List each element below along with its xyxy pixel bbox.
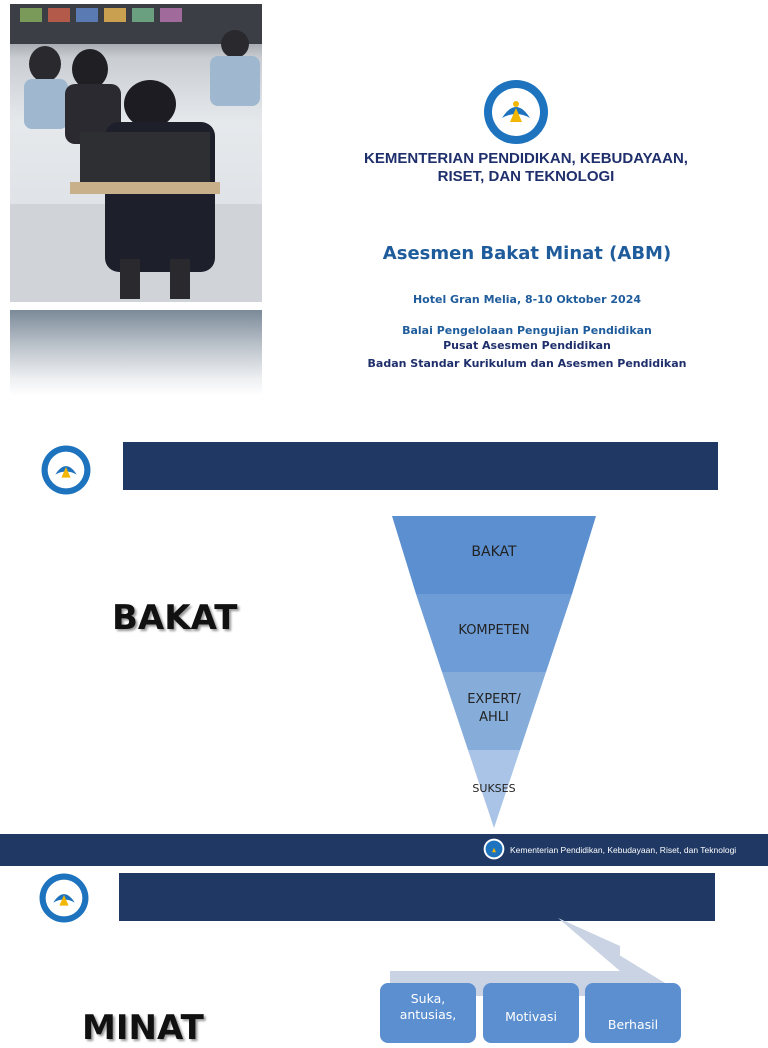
minat-box-berhasil: Berhasil xyxy=(585,983,681,1043)
funnel-label-expert: EXPERT/ xyxy=(467,692,521,707)
footer-ministry-name: Kementerian Pendidikan, Kebudayaan, Riset, dan Teknologi xyxy=(510,845,737,855)
students-photo xyxy=(10,4,262,302)
minat-box-suka xyxy=(380,983,476,1043)
org-line-1: Balai Pengelolaan Pengujian Pendidikan xyxy=(402,324,652,337)
minat-heading: MINAT xyxy=(82,1008,204,1048)
venue-date: Hotel Gran Melia, 8-10 Oktober 2024 xyxy=(412,293,642,306)
slide-header-bar xyxy=(123,442,718,490)
org-line-3: Badan Standar Kurikulum dan Asesmen Pendidikan xyxy=(367,357,687,370)
funnel-label-bakat: BAKAT xyxy=(471,544,517,560)
tut-wuri-handayani-logo xyxy=(483,838,505,865)
minat-box-text: Suka, xyxy=(410,991,446,1006)
photo-reflection xyxy=(10,310,262,396)
talent-funnel-diagram xyxy=(388,514,600,830)
presentation-title: Asesmen Bakat Minat (ABM) xyxy=(382,243,672,264)
ministry-name-line2: RISET, DAN TEKNOLOGI xyxy=(437,168,615,185)
org-line-2: Pusat Asesmen Pendidikan xyxy=(443,339,611,352)
minat-box-text: antusias, xyxy=(399,1007,457,1022)
tut-wuri-handayani-logo xyxy=(482,78,550,151)
funnel-label-sukses: SUKSES xyxy=(472,782,516,795)
ministry-name xyxy=(336,150,716,186)
minat-box-motivasi: Motivasi xyxy=(483,983,579,1043)
tut-wuri-handayani-logo xyxy=(40,444,92,501)
slide-header-bar xyxy=(119,873,715,921)
funnel-label-kompeten: KOMPETEN xyxy=(458,623,530,638)
tut-wuri-handayani-logo xyxy=(38,872,90,929)
ministry-name-line1: KEMENTERIAN PENDIDIKAN, KEBUDAYAAN, xyxy=(364,150,688,167)
funnel-label-ahli: AHLI xyxy=(479,710,509,725)
bakat-heading: BAKAT xyxy=(112,598,238,638)
